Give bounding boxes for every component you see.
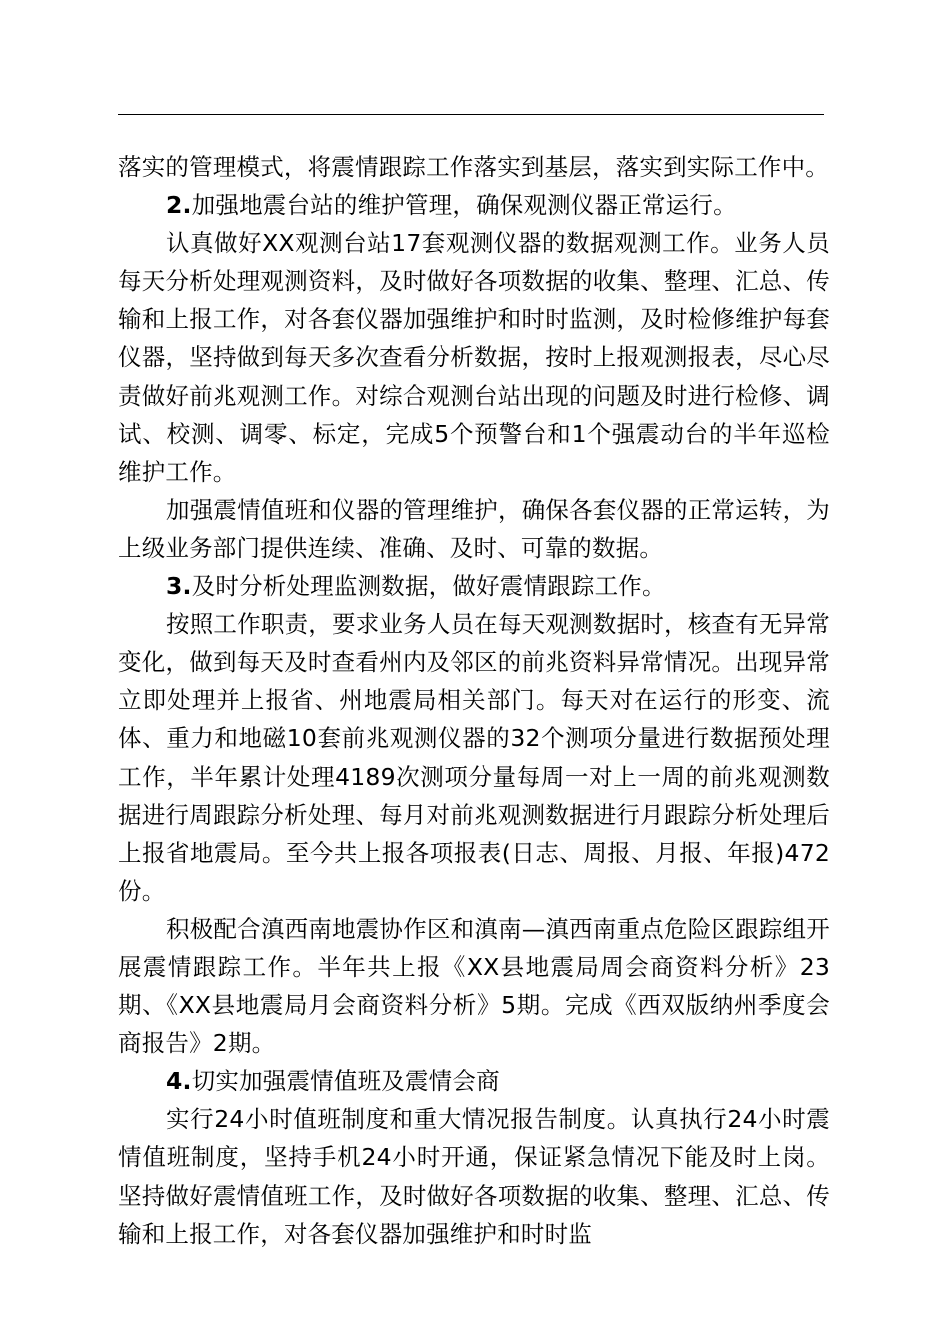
- section-heading-text: 切实加强震情值班及震情会商: [191, 1067, 500, 1096]
- document-body: [118, 148, 830, 1253]
- section-heading-2: [118, 186, 830, 224]
- paragraph: 积极配合滇西南地震协作区和滇南—滇西南重点危险区跟踪组开展震情跟踪工作。半年共上报《XX县地震局周会商资料分析》23期、《XX县地震局月会商资料分析》5期。完成《西双版纳州季度会商报告》2期。: [118, 914, 830, 1058]
- section-number: 4.: [166, 1067, 192, 1096]
- paragraph-continuation: 落实的管理模式，将震情跟踪工作落实到基层，落实到实际工作中。: [118, 153, 829, 181]
- section-heading-text: 及时分析处理监测数据，做好震情跟踪工作。: [191, 572, 666, 601]
- section-heading-3: [118, 567, 830, 605]
- section-number: 3.: [166, 572, 192, 601]
- paragraph: 实行24小时值班制度和重大情况报告制度。认真执行24小时震情值班制度，坚持手机24小时开通，保证紧急情况下能及时上岗。坚持做好震情值班工作，及时做好各项数据的收集、整理、汇总、传输和上报工作，对各套仪器加强维护和时时监: [118, 1105, 830, 1248]
- header-rule: [118, 114, 824, 115]
- paragraph: 加强震情值班和仪器的管理维护，确保各套仪器的正常运转，为上级业务部门提供连续、准确、及时、可靠的数据。: [118, 495, 830, 562]
- paragraph: 按照工作职责，要求业务人员在每天观测数据时，核查有无异常变化，做到每天及时查看州内及邻区的前兆资料异常情况。出现异常立即处理并上报省、州地震局相关部门。每天对在运行的形变、流体、重力和地磁10套前兆观测仪器的32个测项分量进行数据预处理工作，半年累计处理4189次测项分量每周一对上一周的前兆观测数据进行周跟踪分析处理、每月对前兆观测数据进行月跟踪分析处理后上报省地震局。至今共上报各项报表(日志、周报、月报、年报)472份。: [118, 610, 830, 905]
- section-heading-text: 加强地震台站的维护管理，确保观测仪器正常运行。: [191, 191, 737, 220]
- paragraph: 认真做好XX观测台站17套观测仪器的数据观测工作。业务人员每天分析处理观测资料，及时做好各项数据的收集、整理、汇总、传输和上报工作，对各套仪器加强维护和时时监测，及时检修维护每套仪器，坚持做到每天多次查看分析数据，按时上报观测报表，尽心尽责做好前兆观测工作。对综合观测台站出现的问题及时进行检修、调试、校测、调零、标定，完成5个预警台和1个强震动台的半年巡检维护工作。: [118, 229, 830, 486]
- section-heading-4: [118, 1062, 830, 1100]
- section-number: 2.: [166, 191, 192, 220]
